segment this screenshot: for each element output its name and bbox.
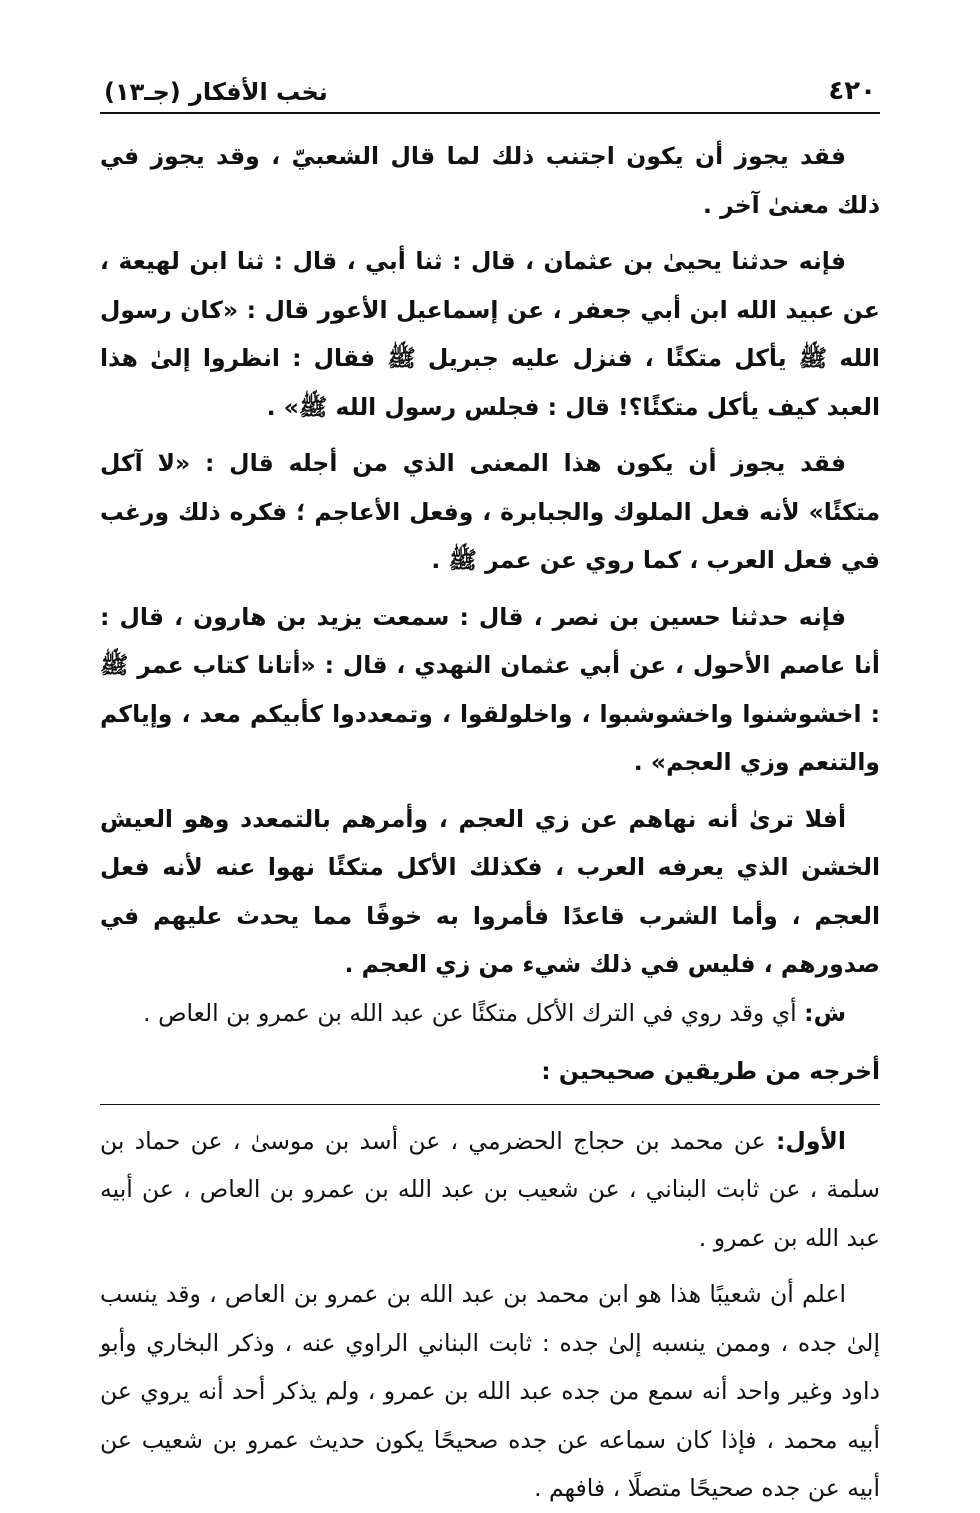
commentary xyxy=(100,989,880,1038)
note-paragraph: اعلم أن شعيبًا هذا هو ابن محمد بن عبد الله بن عمرو بن العاص ، وقد ينسب إلىٰ جده ، وممن ينسبه إلىٰ جده : ثابت البناني الراوي عنه ، وذكر البخاري وأبو داود وغير واحد أنه سمع من جده عبد الله بن عمرو ، ولم يذكر أحد أنه يروي عن أبيه محمد ، فإذا كان سماعه عن جده صحيحًا يكون حديث عمرو بن شعيب عن أبيه عن جده صحيحًا متصلًا ، فافهم . xyxy=(100,1280,880,1502)
commentary-label: ش: xyxy=(804,998,846,1027)
paragraph: فإنه حدثنا حسين بن نصر ، قال : سمعت يزيد بن هارون ، قال : أنا عاصم الأحول ، عن أبي عثمان النهدي ، قال : «أتانا كتاب عمر ﷺ : اخشوشنوا واخشوشبوا ، واخلولقوا ، وتمعددوا كأبيكم معد ، وإياكم والتنعم وزي العجم» . xyxy=(100,602,880,776)
commentary-text: أي وقد روي في الترك الأكل متكئًا عن عبد الله بن عمرو بن العاص . xyxy=(143,998,797,1027)
subheading: أخرجه من طريقين صحيحين : xyxy=(541,1057,880,1085)
paragraph: فقد يجوز أن يكون اجتنب ذلك لما قال الشعبيّ ، وقد يجوز في ذلك معنىٰ آخر . xyxy=(100,142,880,219)
page-number: ٤٢٠ xyxy=(828,76,876,106)
paragraph: أفلا ترىٰ أنه نهاهم عن زي العجم ، وأمرهم بالتمعدد وهو العيش الخشن الذي يعرفه العرب ، فكذلك الأكل متكئًا نهوا عنه لأنه فعل العجم ، وأما الشرب قاعدًا فأمروا به خوفًا مما يحدث عليهم في صدورهم ، فليس في ذلك شيء من زي العجم . xyxy=(100,804,880,978)
book-page xyxy=(100,62,880,1502)
first-route xyxy=(100,1117,880,1263)
paragraph: فقد يجوز أن يكون هذا المعنى الذي من أجله قال : «لا آكل متكئًا» لأنه فعل الملوك والجبابرة ، وفعل الأعاجم ؛ فكره ذلك ورغب في فعل العرب ، كما روي عن عمر ﷺ . xyxy=(100,449,880,574)
first-route-label: الأول: xyxy=(776,1126,846,1155)
page-body xyxy=(100,114,880,1513)
separator xyxy=(100,1104,880,1105)
book-title: نخب الأفكار (جـ١٣) xyxy=(104,78,328,106)
page-header xyxy=(100,62,880,114)
paragraph: فإنه حدثنا يحيىٰ بن عثمان ، قال : ثنا أبي ، قال : ثنا ابن لهيعة ، عن عبيد الله ابن أبي جعفر ، عن إسماعيل الأعور قال : «كان رسول الله ﷺ يأكل متكئًا ، فنزل عليه جبريل ﷺ فقال : انظروا إلىٰ هذا العبد كيف يأكل متكئًا؟! قال : فجلس رسول الله ﷺ» . xyxy=(100,247,880,421)
first-route-text: عن محمد بن حجاج الحضرمي ، عن أسد بن موسىٰ ، عن حماد بن سلمة ، عن ثابت البناني ، عن شعيب بن عبد الله بن عمرو بن العاص ، عن أبيه عبد الله بن عمرو . xyxy=(100,1126,880,1252)
